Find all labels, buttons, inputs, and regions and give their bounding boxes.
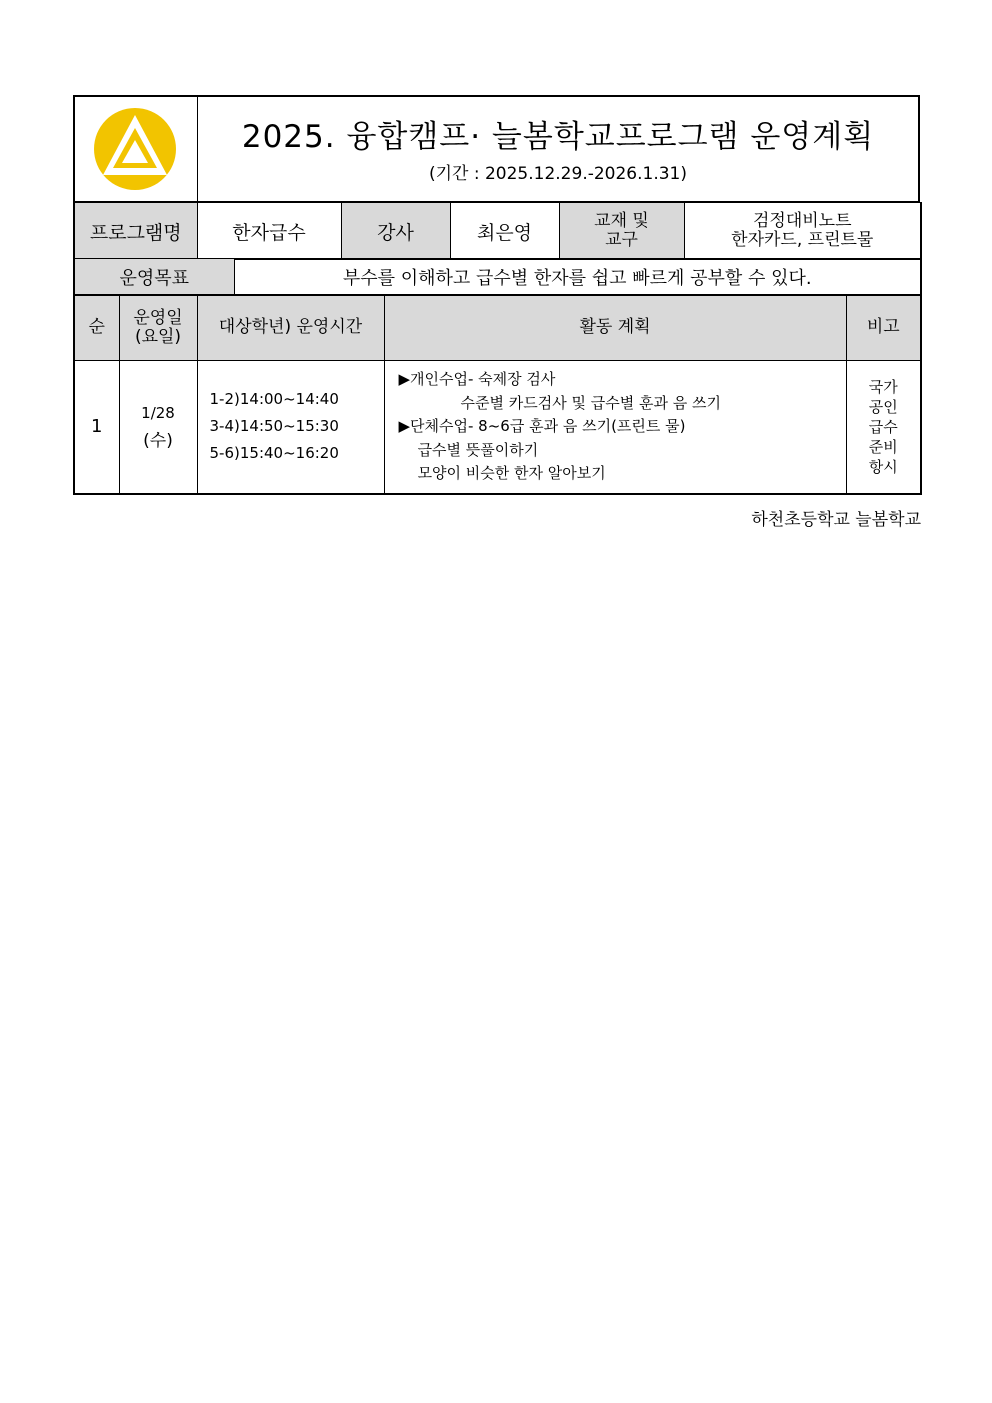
teacher-label: 강사: [341, 203, 450, 260]
row-day-value: (수): [143, 430, 173, 451]
col-order: 순: [74, 295, 119, 360]
program-label: 프로그램명: [74, 203, 197, 260]
note-line: 급수: [868, 417, 898, 436]
activity-line: 수준별 카드검사 및 급수별 훈과 음 쓰기: [398, 393, 721, 412]
materials-label-line1: 교재 및: [594, 211, 649, 231]
row-activities: [384, 360, 846, 494]
time-slot: 3-4)14:50~15:30: [209, 417, 339, 436]
note-line: 국가: [868, 377, 898, 396]
teacher-value: 최은영: [450, 203, 559, 260]
activity-line: 모양이 비슷한 한자 알아보기: [398, 464, 606, 482]
time-slot: 5-6)15:40~16:20: [209, 444, 339, 463]
header-box: [73, 95, 920, 203]
row-order: 1: [74, 360, 119, 494]
row-date: [119, 360, 197, 494]
activity-line: ▶개인수업- 숙제장 검사: [398, 370, 556, 388]
col-date: [119, 295, 197, 360]
materials-label-line2: 교구: [605, 230, 638, 250]
col-time: 대상학년) 운영시간: [197, 295, 384, 360]
table-row: [74, 360, 921, 494]
row-note: [846, 360, 921, 494]
row-date-value: 1/28: [141, 403, 175, 422]
activity-plan-table: [73, 294, 922, 495]
note-line: 준비: [868, 437, 898, 456]
goal-table: [73, 258, 922, 296]
program-value: 한자급수: [197, 203, 341, 260]
school-footer: 하천초등학교 늘봄학교: [751, 510, 921, 530]
program-info-table: [73, 202, 922, 260]
goal-label: 운영목표: [74, 259, 234, 296]
col-date-line2: (요일): [134, 326, 182, 347]
time-slot: 1-2)14:00~14:40: [209, 390, 339, 409]
materials-value: [684, 203, 921, 260]
goal-value: 부수를 이해하고 급수별 한자를 쉽고 빠르게 공부할 수 있다.: [234, 259, 921, 296]
activity-line: 급수별 뜻풀이하기: [398, 440, 539, 459]
school-logo-icon: [75, 97, 198, 203]
period-text: (기간 : 2025.12.29.-2026.1.31): [428, 164, 688, 184]
col-note: 비고: [846, 295, 921, 360]
note-line: 항시: [868, 457, 898, 476]
materials-value-line2: 한자카드, 프린트물: [731, 230, 874, 250]
col-date-line1: 운영일: [133, 307, 183, 328]
activity-line: ▶단체수업- 8~6급 훈과 음 쓰기(프린트 물): [398, 417, 686, 435]
materials-value-line1: 검정대비노트: [752, 211, 852, 231]
row-times: [197, 360, 384, 494]
materials-label: [559, 203, 684, 260]
page-title: 2025. 융합캠프· 늘봄학교프로그램 운영계획: [241, 119, 875, 155]
col-activity: 활동 계획: [384, 295, 846, 360]
note-line: 공인: [868, 397, 898, 416]
